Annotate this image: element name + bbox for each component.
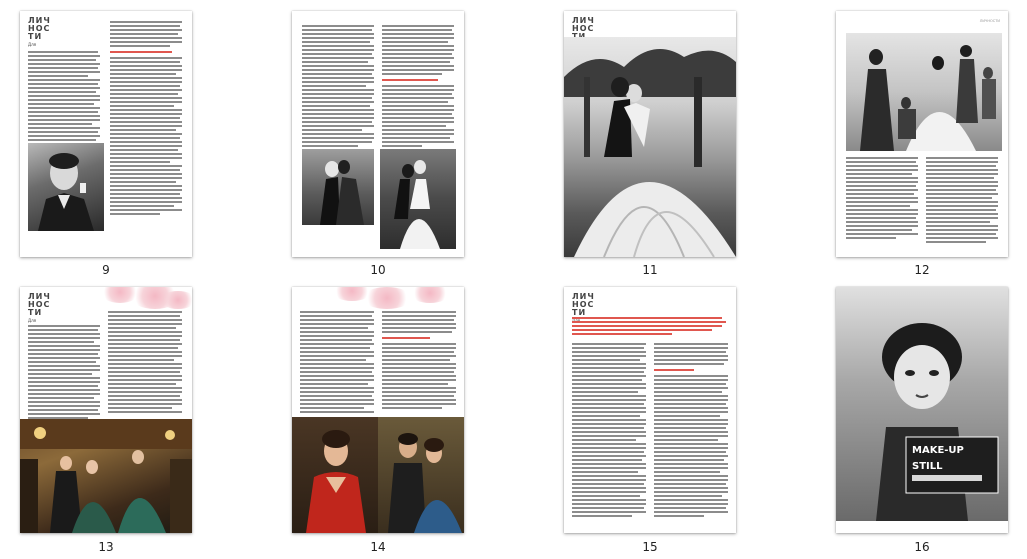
film-set-photo (846, 33, 1002, 151)
magazine-logo: ЛИЧ НОС ТИ Для (28, 16, 51, 47)
page-number-label: 15 (642, 540, 658, 554)
page-thumbnail-14[interactable] (292, 287, 464, 533)
running-head: ЛИЧНОСТИ (979, 19, 1000, 23)
page-thumbnail-9[interactable] (20, 11, 192, 257)
page-number-label: 14 (370, 540, 386, 554)
slate-text-line2: STILL (912, 461, 943, 472)
magazine-logo: ЛИЧ НОС ТИ Для (28, 292, 51, 323)
page-thumbnail-12[interactable] (836, 11, 1008, 257)
dance-photo-right (380, 149, 456, 249)
couple-color-photo (378, 417, 464, 533)
portrait-photo (28, 143, 104, 231)
page-number-label: 9 (102, 263, 110, 277)
full-page-dance-photo (564, 37, 736, 257)
page-number-label: 11 (642, 263, 658, 277)
page-thumbnail-10[interactable] (292, 11, 464, 257)
page-number-label: 10 (370, 263, 386, 277)
slate-text-line1: MAKE-UP (912, 445, 964, 456)
actress-makeup-still-photo (836, 287, 1008, 521)
page-thumbnail-11[interactable] (564, 11, 736, 257)
page-number-label: 13 (98, 540, 114, 554)
page-number-label: 16 (914, 540, 930, 554)
ballroom-color-photo (20, 419, 192, 533)
dance-photo-left (302, 149, 374, 225)
page-thumbnail-13[interactable] (20, 287, 192, 533)
page-thumbnail-15[interactable] (564, 287, 736, 533)
woman-red-dress-photo (292, 417, 378, 533)
page-number-label: 12 (914, 263, 930, 277)
magazine-logo: ЛИЧ НОС ТИ (572, 292, 595, 317)
page-thumbnail-16[interactable] (836, 287, 1008, 533)
magazine-logo: ЛИЧ НОС (572, 16, 595, 33)
